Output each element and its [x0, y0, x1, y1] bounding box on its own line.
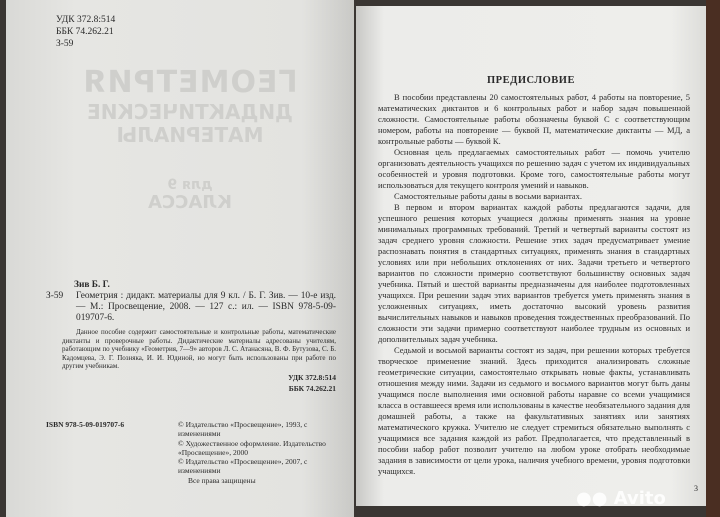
preface-body [378, 92, 690, 477]
bbk-code-2: ББК 74.262.21 [288, 383, 336, 393]
paragraph: Седьмой и восьмой варианты состоят из задач, при решении которых требуется творческое применение знаний. Здесь приходится анализировать сложные геометрические ситуации, самостоятельно открывать новые факты, устанавливать отношения между ними. Задачи из седьмого и восьмого вариантов могут быть даны учащимся после выполнения ими основной работы наравне со всеми учащимися класса в оставшееся время или использованы в качестве необязательного задания для домашней работы, а также на факультативных занятиях или занятиях математического кружка. Учителю не следует стремиться обязательно выполнять с учащимися все задания каждой из работ. Предполагается, что представленный в пособии набор работ позволит учителю на любом уроке отобрать необходимые задания в зависимости от цели урока, наличия учебного времени, уровня подготовки учащихся. [378, 345, 690, 476]
paragraph: Основная цель предлагаемых самостоятельных работ — помочь учителю организовать деятельность учащихся по решению задач с учетом их индивидуальных особенностей и уровня подготовки. Кроме того, самостоятельные работы могут использоваться для текущего контроля умений и навыков. [378, 147, 690, 190]
paragraph: В первом и втором вариантах каждой работы предлагаются задачи, для успешного решения которых учащиеся должны применять знания на уровне минимальных программных требований. Третий и четвертый варианты состоят из задач среднего уровня сложности. Решение этих задач предусматривает умение распознавать понятия в стандартных ситуациях, применять знания в стандартных условиях или при небольших отклонениях от них. Задачи третьего и четвертого вариантов по сложности примерно соответствуют большинству основных задач учебника. Пятый и шестой варианты предназначены для наиболее подготовленных учащихся. При решении задач этих вариантов требуется уметь применять знания в усложненных ситуациях, иметь достаточно высокий уровень развития вычислительных навыков и навыков проведения тождественных преобразований. По сложности эти задачи примерно соответствуют наиболее трудным из основных и дополнительных задач учебника. [378, 202, 690, 344]
copyright-line: © Художественное оформление. Издательство «Просвещение», 2000 [178, 438, 326, 457]
author-code: З-59 [56, 39, 74, 49]
ghost-subtitle: ДИДАКТИЧЕСКИЕ [87, 99, 293, 124]
page-heading: ПРЕДИСЛОВИЕ [487, 75, 575, 86]
paragraph: В пособии представлены 20 самостоятельных работ, 4 работы на повторение, 5 математических диктантов и 6 контрольных работ и набор задач повышенной сложности. Самостоятельные работы обозначены буквой С с соответствующим номером, работы на повторение — буквой П, математические диктанты — МД, а контрольные работы — буквой К. [378, 92, 690, 146]
rights-reserved: Все права защищены [188, 475, 256, 485]
page-number: 3 [694, 484, 698, 493]
isbn: ISBN 978-5-09-019707-6 [46, 420, 125, 429]
ghost-title: ГЕОМЕТРИЯ [82, 65, 298, 100]
classification-codes [56, 14, 115, 50]
bbk-code: ББК 74.262.21 [56, 27, 114, 37]
ghost-subtitle-2: МАТЕРИАЛЫ [116, 122, 264, 147]
abstract: Данное пособие содержит самостоятельные и контрольные работы, математические диктанты и проверочные работы. Дидактические материалы адресованы учителям, работающим по учебнику «Геометрия, 7—9» авторов Л. С. Атанасяна, В. Ф. Бутузова, С. Б. Кадомцева, Э. Г. Позняка, И. И. Юдиной, но могут быть использованы при работе по другим учебникам. [62, 328, 336, 370]
author: Зив Б. Г. [74, 280, 110, 290]
udk-code: УДК 372.8:514 [56, 15, 116, 25]
show-through-cover [60, 66, 320, 213]
watermark-text: Avito [613, 488, 666, 509]
udk-code-2: УДК 372.8:514 [288, 372, 336, 382]
copyright-line: © Издательство «Просвещение», 1993, с изменениями [178, 420, 308, 439]
copyright-line: © Издательство «Просвещение», 2007, с изменениями [178, 457, 308, 476]
ghost-grade: для 9 [167, 176, 213, 193]
watermark-dots-icon: ●● [576, 488, 608, 509]
bibliographic-record [46, 280, 336, 393]
bibliographic-entry: Геометрия : дидакт. материалы для 9 кл. / Б. Г. Зив. — 10-е изд. — М.: Просвещение, 2008. — 127 с.: ил. — ISBN 978-5-09-019707-6. [76, 291, 336, 323]
table-edge [706, 0, 720, 517]
watermark [576, 488, 666, 510]
paragraph: Самостоятельные работы даны в восьми вариантах. [394, 191, 582, 201]
ghost-class: КЛАССА [148, 191, 232, 213]
author-code-2: З-59 [46, 291, 64, 301]
copyright-block [178, 420, 348, 485]
